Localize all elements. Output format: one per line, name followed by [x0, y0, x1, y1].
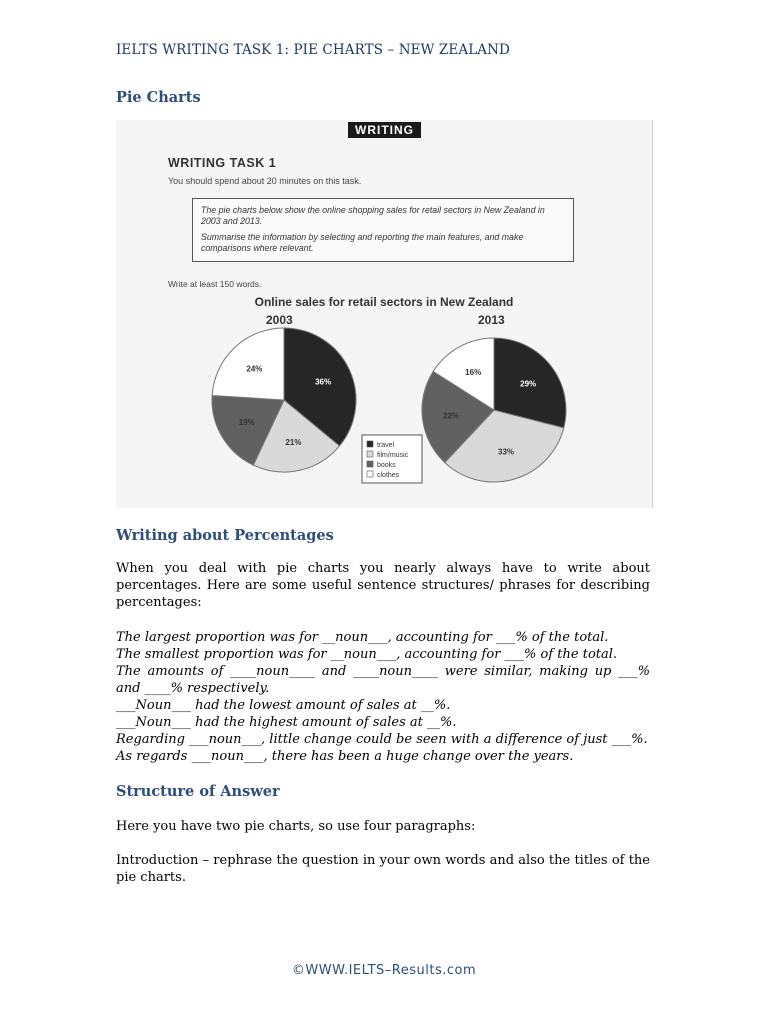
phrase-list [116, 629, 650, 765]
pie-label-2003-film-music: 21% [285, 438, 302, 448]
intro-paragraph: When you deal with pie charts you nearly always have to write about percentages. Here are some useful sentence structures/ phrases for describing percentages: [116, 561, 650, 610]
phrase-item: ___Noun___ had the lowest amount of sales at __%. [116, 698, 451, 713]
pie-charts-svg [116, 120, 652, 508]
legend-swatch-travel [367, 441, 373, 447]
page-header: IELTS WRITING TASK 1: PIE CHARTS – NEW ZEALAND [116, 42, 510, 58]
section-heading-structure: Structure of Answer [116, 783, 280, 800]
chart-year-2013: 2013 [478, 313, 505, 327]
phrase-item: The largest proportion was for __noun___, accounting for ___% of the total. [116, 630, 609, 645]
task-figure [116, 120, 653, 508]
pie-label-2013-books: 22% [443, 411, 460, 421]
section-heading-percentages: Writing about Percentages [116, 527, 334, 544]
legend-label-film-music: film/music [377, 452, 409, 459]
task-box-paragraph-2: Summarise the information by selecting and reporting the main features, and make comparisons where relevant. [201, 232, 524, 253]
phrase-item: Regarding ___noun___, little change could be seen with a difference of just ___%. [116, 732, 648, 747]
chart-year-2003: 2003 [266, 313, 293, 327]
task-title: WRITING TASK 1 [168, 156, 277, 170]
task-box-paragraph-1: The pie charts below show the online shopping sales for retail sectors in New Zealand in 2003 and 2013. [201, 205, 545, 226]
writing-badge: WRITING [348, 122, 421, 138]
legend-swatch-books [367, 461, 373, 467]
footer-copyright: ©WWW.IELTS–Results.com [291, 963, 477, 978]
phrase-item: ___Noun___ had the highest amount of sales at __%. [116, 715, 457, 730]
legend-swatch-clothes [367, 471, 373, 477]
structure-paragraph-1: Here you have two pie charts, so use four paragraphs: [116, 819, 476, 834]
pie-label-2003-books: 19% [238, 417, 255, 427]
pie-label-2003-travel: 36% [315, 377, 332, 387]
phrase-item: The amounts of ____noun____ and ____noun____ were similar, making up ___% and ____% respectively. [116, 664, 650, 696]
section-heading-pie-charts: Pie Charts [116, 89, 201, 106]
chart-title: Online sales for retail sectors in New Zealand [254, 295, 514, 309]
pie-label-2013-film-music: 33% [498, 447, 515, 457]
pie-label-2003-clothes: 24% [246, 364, 263, 374]
phrase-item: As regards ___noun___, there has been a huge change over the years. [116, 749, 574, 764]
legend-label-clothes: clothes [377, 472, 400, 479]
task-time: You should spend about 20 minutes on this task. [168, 176, 362, 186]
structure-paragraph-2: Introduction – rephrase the question in your own words and also the titles of the pie charts. [116, 853, 650, 885]
legend-label-books: books [377, 462, 396, 469]
legend-swatch-film-music [367, 451, 373, 457]
phrase-item: The smallest proportion was for __noun___, accounting for ___% of the total. [116, 647, 618, 662]
legend-label-travel: travel [377, 442, 395, 449]
min-words: Write at least 150 words. [168, 279, 262, 289]
pie-label-2013-clothes: 16% [465, 368, 482, 378]
pie-label-2013-travel: 29% [520, 379, 537, 389]
